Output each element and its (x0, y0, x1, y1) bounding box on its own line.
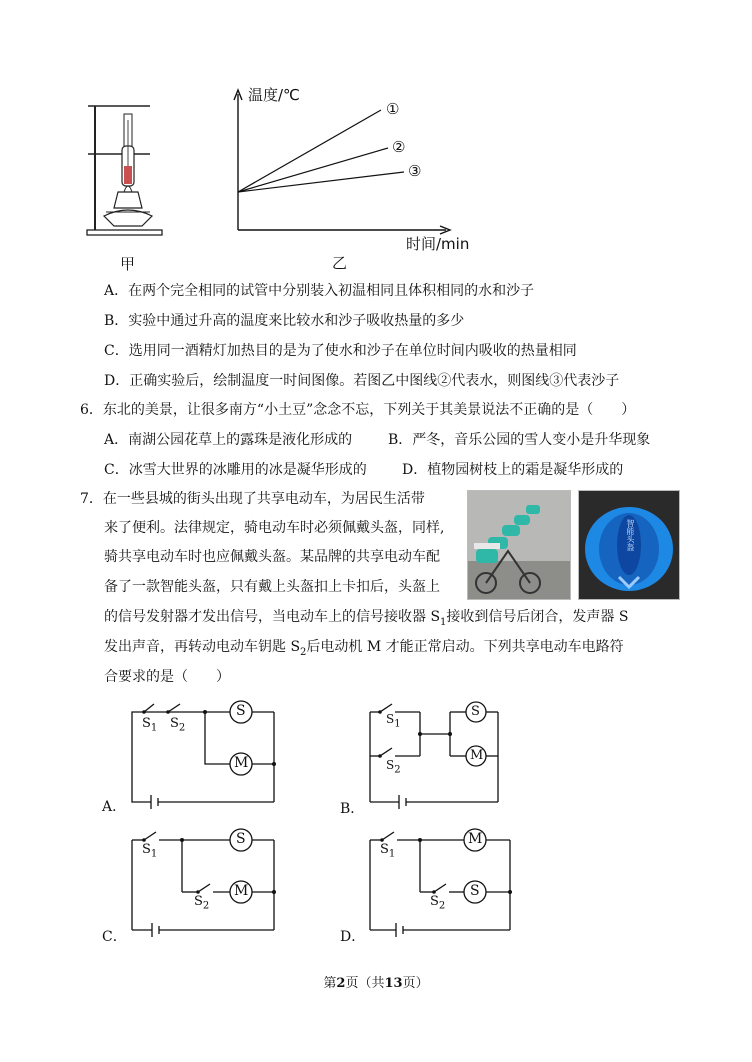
q7-line-4: 备了一款智能头盔，只有戴上头盔扣上卡扣后，头盔上 (104, 579, 440, 595)
figure-jia-label: 甲 (120, 255, 136, 273)
circuit-a-s-label: S (236, 703, 246, 719)
footer-page: 2 (336, 976, 346, 991)
circuit-a-label: A． (102, 799, 127, 815)
q6-option-c: C．冰雪大世界的冰雕用的冰是凝华形成的 (104, 462, 367, 478)
circuit-c-diagram (102, 828, 292, 946)
circuit-d-s2-label (430, 894, 445, 912)
q7-line-5a: 的信号发射器才发出信号，当电动车上的信号接收器 S (104, 609, 441, 625)
circuit-c-label: C． (102, 929, 127, 945)
circuit-c-s1-label (142, 842, 157, 860)
circuit-b-m-label: M (470, 748, 484, 763)
circuit-d-s1-text: S (380, 842, 389, 857)
circuit-b-s1-text: S (386, 712, 395, 726)
x-axis-label: 时间/min (406, 235, 470, 253)
circuit-b (340, 700, 510, 818)
circuit-a-s1-text: S (142, 716, 151, 731)
q5-option-c: C．选用同一酒精灯加热目的是为了使水和沙子在单位时间内吸收的热量相同 (104, 343, 577, 359)
circuit-c-s-label: S (236, 831, 246, 847)
q5-option-a: A．在两个完全相同的试管中分别装入初温相同且体积相同的水和沙子 (104, 283, 535, 299)
line-label-1: ① (386, 100, 400, 118)
circuit-b-diagram (340, 700, 510, 818)
circuit-c-s2-sub: 2 (202, 900, 210, 912)
circuit-a-s1-label (142, 716, 157, 734)
circuit-a-diagram (102, 700, 292, 818)
q7-line-3: 骑共享电动车时也应佩戴头盔。某品牌的共享电动车配 (104, 549, 440, 565)
circuit-a-s2-label (170, 716, 185, 734)
circuit-b-s1-label (386, 712, 401, 729)
circuit-b-label: B． (340, 801, 365, 817)
circuit-b-s2-sub: 2 (394, 764, 401, 776)
circuit-c-s1-sub: 1 (150, 848, 158, 860)
line-label-2: ② (392, 138, 406, 156)
circuit-a-s2-text: S (170, 716, 179, 731)
circuit-d-m-label: M (468, 831, 483, 847)
circuit-d-s1-label (380, 842, 395, 860)
temperature-time-graph (226, 80, 496, 250)
circuit-a-m-label: M (234, 755, 249, 771)
circuit-a-s1-sub: 1 (150, 722, 158, 734)
helmet-text: 智能头盔 (626, 519, 635, 551)
figure-yi-label: 乙 (332, 254, 348, 272)
circuit-d-s2-sub: 2 (438, 900, 446, 912)
footer-post: 页） (402, 976, 429, 991)
q7-line-7: 合要求的是（ ） (104, 669, 230, 685)
y-axis-label: 温度/℃ (248, 86, 300, 104)
circuit-d-label: D． (340, 929, 366, 945)
circuit-c-m-label: M (234, 883, 249, 899)
helmet-photo (578, 490, 680, 600)
footer-pre: 第 (323, 976, 337, 991)
circuit-a-s2-sub: 2 (178, 722, 186, 734)
ebike-photo (467, 490, 571, 600)
circuit-c-s2-text: S (194, 894, 203, 909)
figure-jia (80, 96, 170, 276)
q6-option-d: D．植物园树枝上的霜是凝华形成的 (402, 462, 624, 478)
q6-stem: 6．东北的美景，让很多南方“小土豆”念念不忘，下列关于其美景说法不正确的是（ ） (80, 402, 636, 418)
heating-apparatus-drawing (80, 96, 170, 246)
circuit-c (102, 828, 292, 946)
q7-line-6b: 后电动机 M 才能正常启动。下列共享电动车电路符 (306, 639, 624, 655)
circuit-d-diagram (340, 828, 530, 946)
circuit-b-s2-label (386, 758, 401, 775)
q7-line-6-sub: 2 (300, 646, 307, 658)
circuit-a (102, 700, 292, 818)
q7-line-6a: 发出声音，再转动电动车钥匙 S (104, 639, 301, 655)
circuit-c-s1-text: S (142, 842, 151, 857)
circuit-b-s-label: S (471, 704, 480, 719)
footer-total: 13 (384, 976, 403, 991)
q7-line-1: 7．在一些县城的街头出现了共享电动车，为居民生活带 (80, 491, 425, 507)
q7-line-5-sub: 1 (440, 616, 447, 628)
q5-option-b: B．实验中通过升高的温度来比较水和沙子吸收热量的多少 (104, 313, 465, 329)
page-footer (0, 972, 752, 991)
circuit-d-s2-text: S (430, 894, 439, 909)
q6-option-a: A．南湖公园花草上的露珠是液化形成的 (104, 432, 353, 448)
q7-line-2: 来了便利。法律规定，骑电动车时必须佩戴头盔，同样, (104, 520, 445, 536)
q6-option-b: B．严冬，音乐公园的雪人变小是升华现象 (388, 432, 651, 448)
circuit-c-s2-label (194, 894, 209, 912)
line-label-3: ③ (408, 162, 422, 180)
circuit-d-s-label: S (470, 883, 480, 899)
circuit-d-s1-sub: 1 (388, 848, 396, 860)
q7-line-5b: 接收到信号后闭合，发声器 S (446, 609, 629, 625)
circuit-b-s2-text: S (386, 758, 395, 772)
circuit-d (340, 828, 530, 946)
q5-option-d: D．正确实验后，绘制温度一时间图像。若图乙中图线②代表水，则图线③代表沙子 (104, 373, 620, 389)
figure-yi (226, 80, 496, 275)
footer-mid: 页（共 (345, 976, 385, 991)
circuit-b-s1-sub: 1 (394, 718, 401, 730)
